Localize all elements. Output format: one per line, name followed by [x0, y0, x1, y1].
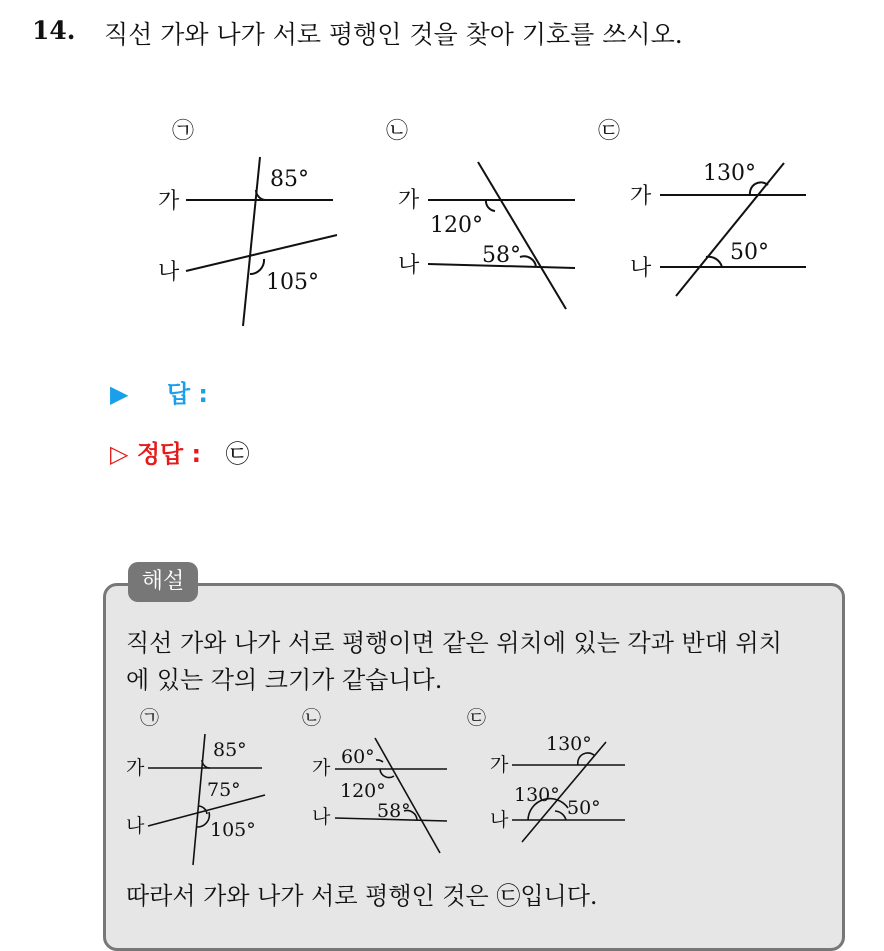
fig2-arc-1 — [486, 200, 495, 211]
exp-fig3-angle-1: 130° — [546, 733, 592, 755]
fig2-angle-1: 120° — [430, 213, 483, 238]
answer-row — [110, 374, 208, 409]
correct-answer-row — [110, 434, 250, 469]
exp-fig1-label: ㉠ — [140, 707, 160, 729]
correct-marker: ▷ — [110, 440, 129, 468]
fig2-angle-2: 58° — [482, 243, 521, 268]
explanation-line-2: 에 있는 각의 크기가 같습니다. — [126, 666, 443, 694]
exp-fig1-angle-3: 105° — [210, 819, 256, 841]
exp-fig2-angle-2: 120° — [340, 780, 386, 802]
exp-fig1-angle-1: 85° — [213, 739, 247, 761]
exp-fig2-arc-1 — [376, 760, 383, 762]
fig1-angle-2: 105° — [266, 270, 319, 295]
exp-fig2-line-a-label: 가 — [312, 757, 331, 779]
fig2-line-b-label: 나 — [398, 253, 420, 278]
exp-fig2-line-b-label: 나 — [312, 806, 331, 828]
question-text: 직선 가와 나가 서로 평행인 것을 찾아 기호를 쓰시오. — [104, 20, 683, 49]
exp-fig1-arc-3 — [197, 812, 209, 827]
fig1-transversal — [243, 157, 260, 326]
exp-fig1-line-a-label: 가 — [126, 757, 145, 779]
exp-fig2-label: ㉡ — [302, 707, 322, 729]
fig1-line-a-label: 가 — [158, 189, 180, 214]
fig1-label: ㉠ — [172, 119, 195, 144]
exp-fig3-arc-3 — [555, 811, 566, 820]
question-number: 14. — [32, 16, 76, 45]
fig3-arc-2 — [706, 257, 722, 267]
fig2-line-a-label: 가 — [398, 188, 420, 213]
fig1-arc-2 — [250, 259, 264, 274]
fig3-angle-2: 50° — [730, 240, 769, 265]
exp-fig1-angle-2: 75° — [207, 779, 241, 801]
exp-fig1-transversal — [193, 734, 205, 865]
fig1-line-b-label: 나 — [158, 260, 180, 285]
exp-fig3-angle-3: 50° — [567, 797, 601, 819]
explanation-tab: 해설 — [128, 562, 198, 602]
exp-fig3-line-b-label: 나 — [490, 809, 509, 831]
fig3-label: ㉢ — [598, 119, 621, 144]
correct-value: ㉢ — [225, 440, 250, 468]
explanation-line-1: 직선 가와 나가 서로 평행이면 같은 위치에 있는 각과 반대 위치 — [126, 629, 782, 657]
fig1-line-b — [186, 235, 337, 271]
fig3-angle-1: 130° — [703, 161, 756, 186]
correct-label: 정답 : — [136, 440, 202, 468]
exp-fig3-line-a-label: 가 — [490, 754, 509, 776]
fig2-label: ㉡ — [386, 119, 409, 144]
exp-fig3-angle-2: 130° — [514, 784, 560, 806]
exp-fig1-line-b-label: 나 — [126, 815, 145, 837]
explanation-figures — [0, 690, 884, 870]
fig3-line-b-label: 나 — [630, 256, 652, 281]
explanation-conclusion: 따라서 가와 나가 서로 평행인 것은 ㉢입니다. — [126, 882, 598, 910]
fig2-arc-2 — [520, 256, 536, 267]
exp-fig3-label: ㉢ — [467, 707, 487, 729]
answer-marker: ▶ — [110, 380, 129, 408]
fig2-transversal — [478, 162, 566, 309]
fig1-angle-1: 85° — [270, 167, 309, 192]
exp-fig2-angle-1: 60° — [341, 746, 375, 768]
fig3-line-a-label: 가 — [630, 184, 652, 209]
question-figures — [0, 0, 884, 350]
exp-fig2-arc-2 — [380, 769, 394, 778]
answer-label: 답 : — [166, 380, 208, 408]
exp-fig2-angle-3: 58° — [377, 800, 411, 822]
